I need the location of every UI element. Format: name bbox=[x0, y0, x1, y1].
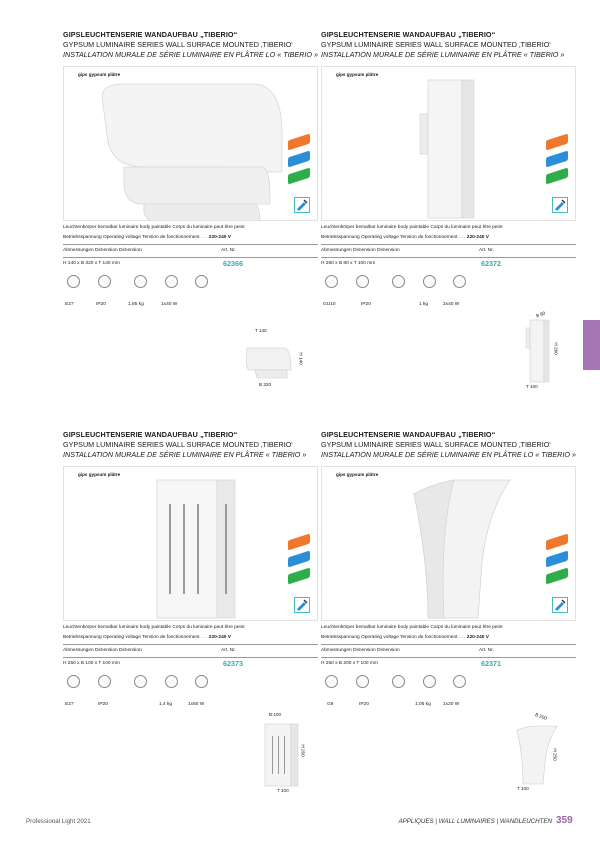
dimension-diagram bbox=[255, 710, 315, 800]
page-number: 359 bbox=[556, 815, 573, 826]
spec-ip: IP20 bbox=[361, 302, 371, 307]
material-label: gips gypsum plâtre bbox=[78, 72, 121, 77]
color-swatches bbox=[288, 137, 310, 188]
spec-weight: 1,05 kg bbox=[415, 702, 431, 707]
section-tab bbox=[583, 320, 600, 370]
dimension-label: Abmessungen Dimension Dimension bbox=[321, 648, 400, 653]
diag-b: B 100 bbox=[269, 712, 282, 717]
bulb-icon bbox=[195, 675, 208, 688]
footer-section: APPLIQUES | WALL LUMINAIRES | WANDLEUCHTEN bbox=[398, 818, 552, 825]
description: Leuchtenkörper bemalbar luminaire body paintable Corps du luminaire peut être peint bbox=[321, 625, 503, 630]
bulb-icon bbox=[195, 275, 208, 288]
spec-socket: G9 bbox=[327, 702, 334, 707]
voltage-label: Betriebsspannung Operating voltage Tension de fonctionnement . . . bbox=[63, 235, 208, 240]
color-swatches bbox=[546, 137, 568, 188]
spec-icons bbox=[321, 675, 576, 707]
diag-b: B 80 bbox=[535, 310, 547, 319]
drop-icon bbox=[98, 275, 111, 288]
material-label: gips gypsum plâtre bbox=[78, 472, 121, 477]
diag-h: H 250 bbox=[552, 748, 558, 761]
spec-weight: 1,85 kg bbox=[128, 302, 144, 307]
article-number: 62366 bbox=[223, 259, 243, 268]
material-label: gips gypsum plâtre bbox=[336, 472, 379, 477]
title-en: GYPSUM LUMINAIRE SERIES WALL SURFACE MOUNTED ‚TIBERIO‘ bbox=[321, 40, 551, 49]
paint-brush-icon bbox=[294, 597, 310, 613]
lamp-slotted-illustration bbox=[149, 472, 269, 621]
diag-b: B 200 bbox=[534, 712, 548, 721]
title-en: GYPSUM LUMINAIRE SERIES WALL SURFACE MOUNTED ‚TIBERIO‘ bbox=[321, 440, 551, 449]
product-card bbox=[321, 430, 576, 707]
socket-icon bbox=[67, 275, 80, 288]
title-fr: INSTALLATION MURALE DE SÉRIE LUMINAIRE EN PLÂTRE LO « TIBERIO » bbox=[63, 50, 318, 59]
product-card bbox=[63, 430, 318, 707]
dimension-value: H 250 x B 100 x T 100 mm bbox=[63, 661, 120, 666]
dimension-diagram bbox=[235, 328, 305, 388]
dimension-label: Abmessungen Dimension Dimension bbox=[63, 248, 142, 253]
dimension-diagram bbox=[505, 712, 570, 794]
dimension-header bbox=[321, 644, 576, 658]
voltage-value: 220-240 V bbox=[208, 235, 231, 240]
dimension-label: Abmessungen Dimension Dimension bbox=[321, 248, 400, 253]
color-swatches bbox=[288, 537, 310, 588]
product-image bbox=[321, 466, 576, 621]
article-number: 62373 bbox=[223, 659, 243, 668]
lamp-tiered-illustration bbox=[84, 72, 284, 221]
dimension-header bbox=[63, 244, 318, 258]
title-fr: INSTALLATION MURALE DE SÉRIE LUMINAIRE EN PLÂTRE « TIBERIO » bbox=[321, 50, 565, 59]
socket-icon bbox=[325, 275, 338, 288]
voltage-label: Betriebsspannung Operating voltage Tension de fonctionnement . . . bbox=[321, 235, 466, 240]
plug-icon bbox=[423, 275, 436, 288]
description: Leuchtenkörper bemalbar luminaire body paintable Corps du luminaire peut être peint bbox=[63, 625, 245, 630]
diag-h: H 140 bbox=[298, 352, 304, 365]
title-de: GIPSLEUCHTENSERIE WANDAUFBAU „TIBERIO“ bbox=[63, 430, 238, 439]
voltage-value: 220-240 V bbox=[466, 235, 489, 240]
dimension-value: H 260 x B 80 x T 100 mm bbox=[321, 261, 376, 266]
bulb-icon bbox=[453, 275, 466, 288]
diag-t: T 100 bbox=[277, 788, 289, 793]
paint-brush-icon bbox=[294, 197, 310, 213]
lamp-curved-illustration bbox=[392, 472, 532, 621]
spec-ip: IP20 bbox=[96, 302, 106, 307]
title-fr: INSTALLATION MURALE DE SÉRIE LUMINAIRE EN PLÂTRE LO « TIBERIO » bbox=[321, 450, 576, 459]
drop-icon bbox=[356, 275, 369, 288]
class-icon bbox=[392, 675, 405, 688]
bulb-icon bbox=[453, 675, 466, 688]
swatch-blue bbox=[546, 550, 568, 567]
plug-icon bbox=[165, 275, 178, 288]
product-image bbox=[63, 466, 318, 621]
swatch-orange bbox=[288, 133, 310, 150]
swatch-blue bbox=[546, 150, 568, 167]
diag-t: T 140 bbox=[255, 328, 267, 333]
color-swatches bbox=[546, 537, 568, 588]
art-label: Art. Nr. bbox=[221, 248, 236, 253]
drop-icon bbox=[98, 675, 111, 688]
dimension-value: H 140 x B 320 x T 140 mm bbox=[63, 261, 120, 266]
dimension-values bbox=[63, 258, 318, 271]
spec-weight: 1,4 kg bbox=[159, 702, 173, 707]
diag-h: H 250 bbox=[300, 744, 306, 757]
title-de: GIPSLEUCHTENSERIE WANDAUFBAU „TIBERIO“ bbox=[321, 30, 496, 39]
spec-icons bbox=[63, 675, 318, 707]
spec-icons bbox=[321, 275, 576, 307]
drop-icon bbox=[356, 675, 369, 688]
art-label: Art. Nr. bbox=[479, 248, 494, 253]
dimension-header bbox=[63, 644, 318, 658]
article-number: 62372 bbox=[481, 259, 501, 268]
description: Leuchtenkörper bemalbar luminaire body paintable Corps du luminaire peut être peint bbox=[321, 225, 503, 230]
material-label: gips gypsum plâtre bbox=[336, 72, 379, 77]
swatch-green bbox=[546, 567, 568, 584]
plug-icon bbox=[423, 675, 436, 688]
dimension-diagram bbox=[512, 310, 572, 392]
spec-socket: GU10 bbox=[323, 302, 336, 307]
article-number: 62371 bbox=[481, 659, 501, 668]
class-icon bbox=[392, 275, 405, 288]
dimension-label: Abmessungen Dimension Dimension bbox=[63, 648, 142, 653]
voltage-value: 220-240 V bbox=[466, 635, 489, 640]
class-icon bbox=[134, 275, 147, 288]
swatch-green bbox=[546, 167, 568, 184]
spec-socket: E27 bbox=[65, 702, 74, 707]
spec-power: 1x60 W bbox=[188, 702, 205, 707]
title-en: GYPSUM LUMINAIRE SERIES WALL SURFACE MOUNTED ‚TIBERIO‘ bbox=[63, 40, 293, 49]
spec-socket: E27 bbox=[65, 302, 74, 307]
spec-power: 1x40 W bbox=[161, 302, 178, 307]
socket-icon bbox=[67, 675, 80, 688]
voltage-value: 220-240 V bbox=[208, 635, 231, 640]
diag-h: H 260 bbox=[553, 342, 559, 355]
title-de: GIPSLEUCHTENSERIE WANDAUFBAU „TIBERIO“ bbox=[63, 30, 238, 39]
spec-ip: IP20 bbox=[359, 702, 369, 707]
diag-t: T 100 bbox=[526, 384, 538, 389]
lamp-column-illustration bbox=[402, 72, 522, 221]
voltage-row bbox=[321, 635, 576, 640]
art-label: Art. Nr. bbox=[221, 648, 236, 653]
spec-weight: 1 kg bbox=[419, 302, 429, 307]
dimension-values bbox=[321, 658, 576, 671]
swatch-orange bbox=[546, 133, 568, 150]
title-de: GIPSLEUCHTENSERIE WANDAUFBAU „TIBERIO“ bbox=[321, 430, 496, 439]
swatch-blue bbox=[288, 550, 310, 567]
paint-brush-icon bbox=[552, 597, 568, 613]
title-fr: INSTALLATION MURALE DE SÉRIE LUMINAIRE EN PLÂTRE « TIBERIO » bbox=[63, 450, 307, 459]
product-card bbox=[321, 30, 576, 307]
plug-icon bbox=[165, 675, 178, 688]
product-image bbox=[321, 66, 576, 221]
swatch-orange bbox=[288, 533, 310, 550]
voltage-row bbox=[63, 635, 318, 640]
title-en: GYPSUM LUMINAIRE SERIES WALL SURFACE MOUNTED ‚TIBERIO‘ bbox=[63, 440, 293, 449]
voltage-label: Betriebsspannung Operating voltage Tension de fonctionnement . . . bbox=[63, 635, 208, 640]
socket-icon bbox=[325, 675, 338, 688]
spec-power: 2x40 W bbox=[443, 302, 460, 307]
footer-brand: Professional Light 2021 bbox=[26, 818, 91, 825]
paint-brush-icon bbox=[552, 197, 568, 213]
diag-b: B 320 bbox=[259, 382, 272, 387]
voltage-row bbox=[63, 235, 318, 240]
swatch-orange bbox=[546, 533, 568, 550]
diag-t: T 100 bbox=[517, 786, 529, 791]
swatch-green bbox=[288, 167, 310, 184]
dimension-header bbox=[321, 244, 576, 258]
product-image bbox=[63, 66, 318, 221]
spec-power: 1x20 W bbox=[443, 702, 460, 707]
voltage-row bbox=[321, 235, 576, 240]
voltage-label: Betriebsspannung Operating voltage Tension de fonctionnement . . . bbox=[321, 635, 466, 640]
product-card bbox=[63, 30, 318, 307]
swatch-blue bbox=[288, 150, 310, 167]
dimension-value: H 250 x B 200 x T 100 mm bbox=[321, 661, 378, 666]
description: Leuchtenkörper bemalbar luminaire body paintable Corps du luminaire peut être peint bbox=[63, 225, 245, 230]
dimension-values bbox=[63, 658, 318, 671]
swatch-green bbox=[288, 567, 310, 584]
dimension-values bbox=[321, 258, 576, 271]
spec-ip: IP20 bbox=[98, 702, 108, 707]
art-label: Art. Nr. bbox=[479, 648, 494, 653]
class-icon bbox=[134, 675, 147, 688]
spec-icons bbox=[63, 275, 318, 307]
